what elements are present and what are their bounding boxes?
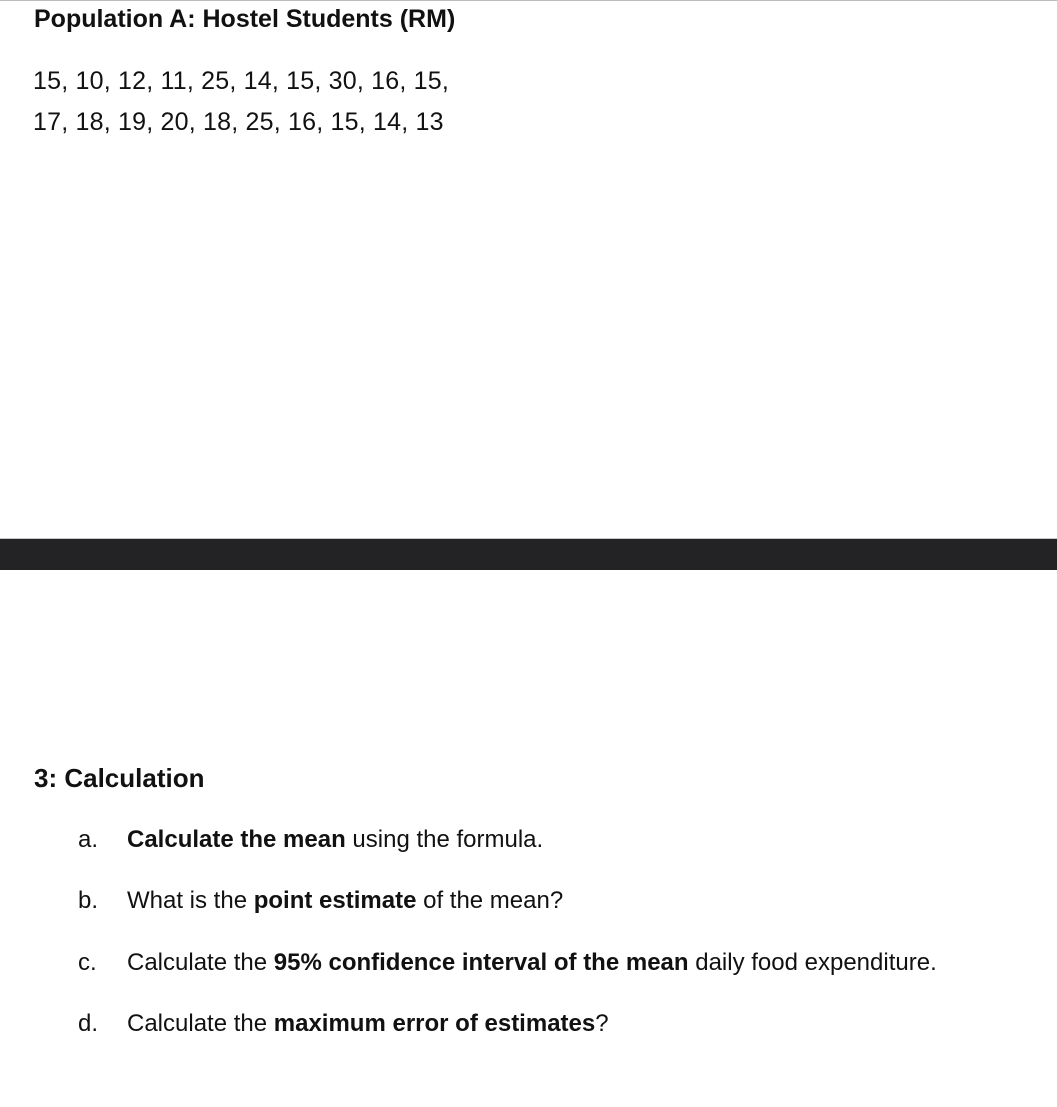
question-marker-d: d. <box>78 1010 99 1037</box>
question-marker-b: b. <box>78 887 99 914</box>
population-data-line-2: 17, 18, 19, 20, 18, 25, 16, 15, 14, 13 <box>33 108 444 136</box>
question-a-bold: Calculate the mean <box>127 826 346 853</box>
question-d-suffix: ? <box>595 1010 609 1037</box>
question-c-suffix: daily food expenditure. <box>688 949 937 976</box>
question-d-prefix: Calculate the <box>127 1010 274 1037</box>
question-c-bold: 95% confidence interval of the mean <box>273 949 689 976</box>
question-b-suffix: of the mean? <box>416 887 564 914</box>
question-text-a <box>127 826 543 854</box>
calculation-section-title: 3: Calculation <box>34 763 205 793</box>
top-page-rule <box>0 0 1057 1</box>
question-b-prefix: What is the <box>127 887 254 914</box>
population-data-line-1: 15, 10, 12, 11, 25, 14, 15, 30, 16, 15, <box>33 67 449 95</box>
question-b-bold: point estimate <box>253 887 417 914</box>
question-marker-c: c. <box>78 949 97 976</box>
population-a-heading: Population A: Hostel Students (RM) <box>34 5 456 33</box>
question-a-suffix: using the formula. <box>345 826 544 853</box>
question-text-c <box>127 949 937 977</box>
question-d-bold: maximum error of estimates <box>273 1010 596 1037</box>
page-break-divider <box>0 538 1057 571</box>
document-page-top <box>0 0 1057 538</box>
question-c-prefix: Calculate the <box>127 949 274 976</box>
question-text-d <box>127 1010 609 1038</box>
question-marker-a: a. <box>78 826 99 853</box>
question-text-b <box>127 887 563 915</box>
